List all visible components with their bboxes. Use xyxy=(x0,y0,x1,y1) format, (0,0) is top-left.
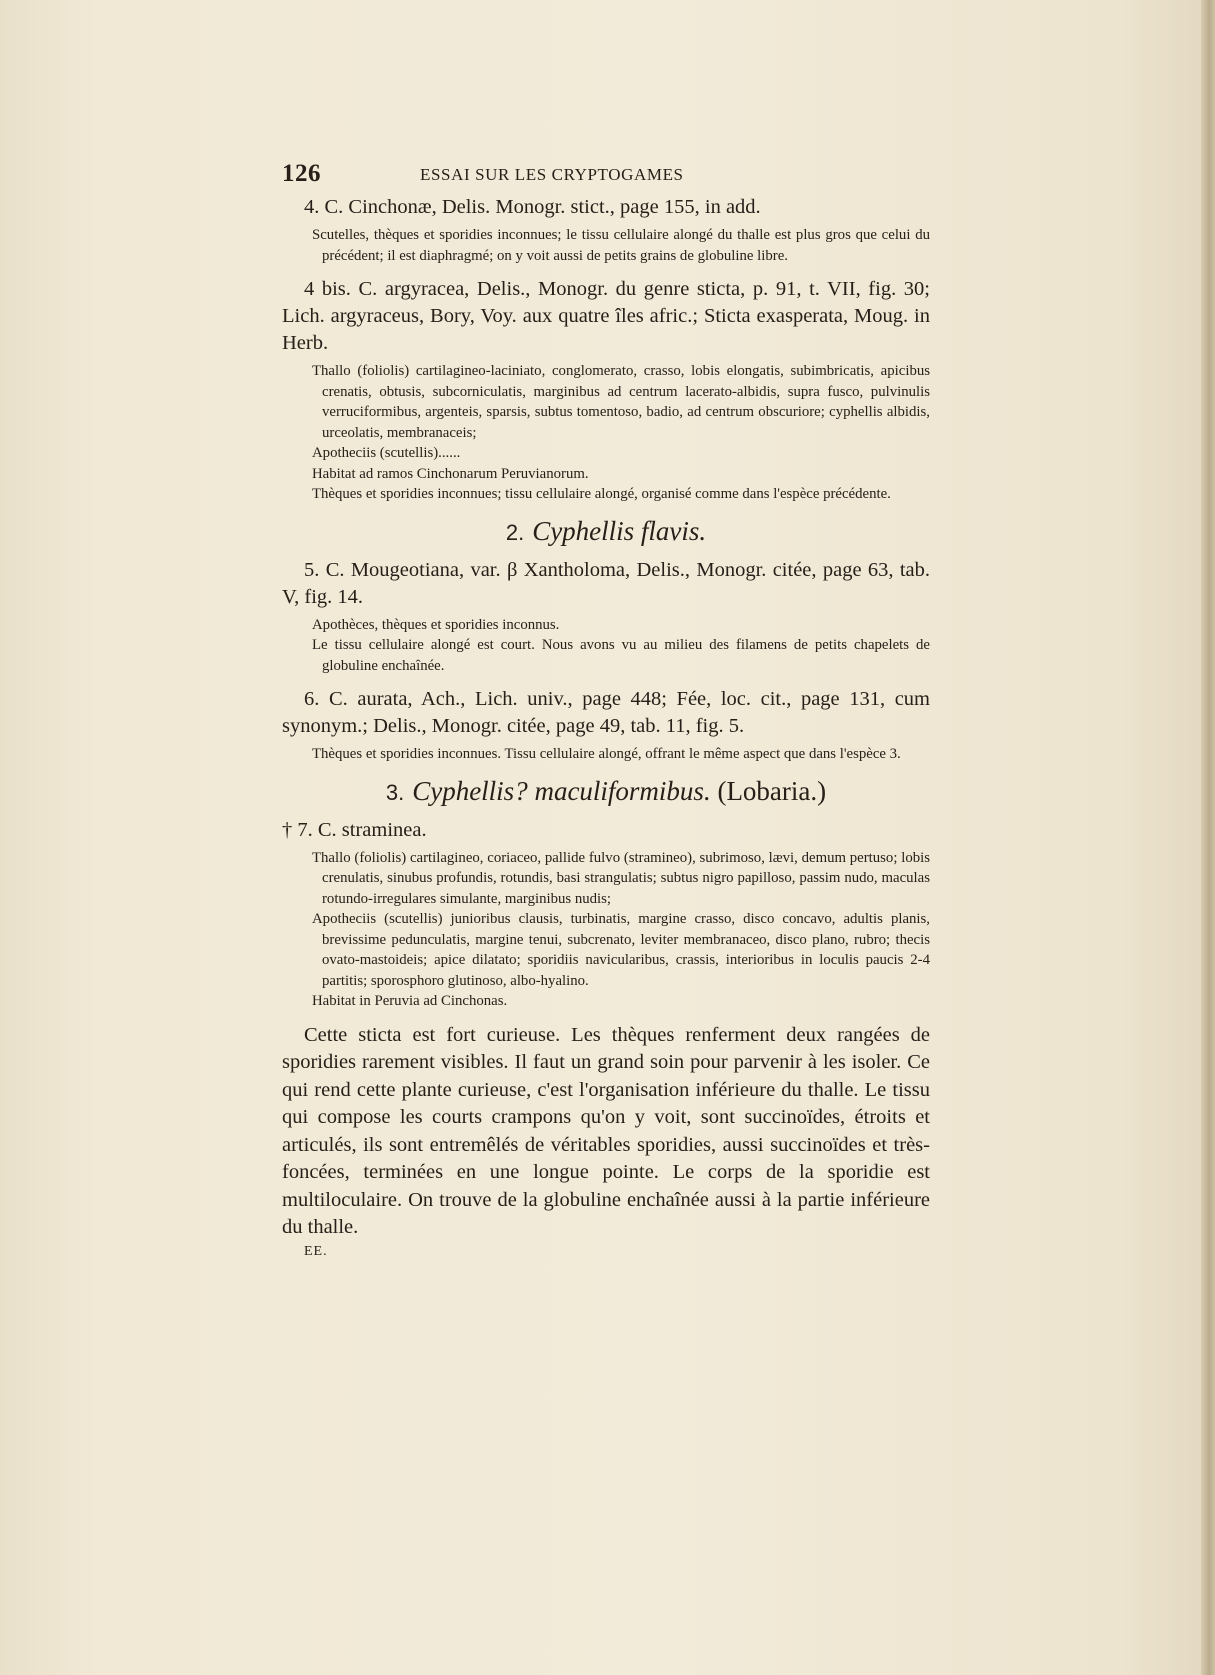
entry-6-head: 6. C. aurata, Ach., Lich. univ., page 448; Fée, loc. cit., page 131, cum synonym.; Delis., Monogr. citée, page 49, tab. 11, fig. 5. xyxy=(282,688,930,737)
entry-5-description xyxy=(312,615,930,677)
page-edge xyxy=(1201,0,1215,1675)
section-3-group: (Lobaria.) xyxy=(717,775,827,806)
section-2-number: 2. xyxy=(505,519,525,545)
entry-4bis-apothecia: Apotheciis (scutellis)...... xyxy=(312,445,461,461)
entry-5-desc-line: Apothèces, thèques et sporidies inconnus. xyxy=(312,616,560,633)
entry-7-habitat: Habitat in Peruvia ad Cinchonas. xyxy=(312,993,508,1009)
author-signature: EE. xyxy=(304,1243,328,1259)
running-title: ESSAI SUR LES CRYPTOGAMES xyxy=(420,165,684,184)
section-3-title xyxy=(282,775,930,809)
entry-4-description xyxy=(312,225,930,266)
section-2-title xyxy=(282,515,930,549)
commentary-paragraph: Cette sticta est fort curieuse. Les thèques renferment deux rangées de sporidies rarement visibles. Il faut un grand soin pour parvenir à les isoler. Ce qui rend cette plante curieuse, c'est l'organisation inférieure du thalle. Le tissu qui compose les courts crampons qu'on y voit, sont succinoïdes, étroits et articulés, ils sont entremêlés de véritables sporidies, aussi succinoïdes et très-foncées, terminées en une longue pointe. Le corps de la sporidie est multiloculaire. On trouve de la globuline enchaînée aussi à la partie inférieure du thalle. xyxy=(282,1023,930,1238)
entry-5-head: 5. C. Mougeotiana, var. β Xantholoma, Delis., Monogr. citée, page 63, tab. V, fig. 14. xyxy=(282,558,930,608)
entry-4bis-description xyxy=(312,361,930,505)
entry-4bis-habitat: Habitat ad ramos Cinchonarum Peruvianorum. xyxy=(312,465,589,482)
entry-4bis-head: 4 bis. C. argyracea, Delis., Monogr. du genre sticta, p. 91, t. VII, fig. 30; Lich. argyraceus, Bory, Voy. aux quatre îles afric.; Sticta exasperata, Moug. in Herb. xyxy=(282,278,930,354)
entry-4-desc-line: Scutelles, thèques et sporidies inconnues; le tissu cellulaire alongé du thalle est plus gros que celui du précédent; il est diaphragmé; on y voit aussi de petits grains de globuline libre. xyxy=(312,227,930,264)
entry-6-description xyxy=(312,744,930,765)
section-2-name: Cyphellis flavis. xyxy=(532,515,707,546)
entry-5-desc-line: Le tissu cellulaire alongé est court. Nous avons vu au milieu des filamens de petits chapelets de globuline enchaînée. xyxy=(312,637,930,674)
entry-6-desc-line: Thèques et sporidies inconnues. Tissu cellulaire alongé, offrant le même aspect que dans l'espèce 3. xyxy=(312,746,901,762)
section-3-number: 3. xyxy=(385,779,405,805)
page-number: 126 xyxy=(282,160,321,187)
entry-4bis-diagnosis: Thallo (foliolis) cartilagineo-laciniato, conglomerato, crasso, lobis elongatis, subimbricatis, apicibus crenatis, obtusis, subcorniculatis, marginibus ad centrum lacerato-albidis, supra fusco, pulvinulis verruciformibus, argenteis, sparsis, subtus tomentoso, badio, ad centrum obscuriore; cyphellis albidis, urceolatis, membranaceis; xyxy=(312,363,930,441)
entry-7-thallus: Thallo (foliolis) cartilagineo, coriaceo, pallide fulvo (stramineo), subrimoso, lævi, demum pertuso; lobis crenulatis, sinubus profundis, rotundis, basi strangulatis; subtus nigro papilloso, passim nudo, maculas rotundo-irregulares simulante, marginibus nudis; xyxy=(312,849,930,907)
entry-7-description xyxy=(312,848,930,1012)
running-head xyxy=(282,160,930,186)
entry-4bis-note: Thèques et sporidies inconnues; tissu cellulaire alongé, organisé comme dans l'espèce précédente. xyxy=(312,486,891,502)
entry-4-head: 4. C. Cinchonæ, Delis. Monogr. stict., page 155, in add. xyxy=(304,196,761,218)
entry-7-head: † 7. C. straminea. xyxy=(282,818,427,841)
section-3-name: Cyphellis? maculiformibus. xyxy=(412,775,711,806)
entry-7-apothecia: Apotheciis (scutellis) junioribus clausis, turbinatis, margine crasso, disco concavo, adultis planis, brevissime pedunculatis, margine tenui, subcrenato, leviter membranaceo, disco plano, rubro; thecis ovato-mastoideis; apice dilatato; sporidiis navicularibus, crassis, interioribus in loculis paucis 2-4 partitis; sporosphoro glutinoso, albo-hyalino. xyxy=(312,911,930,989)
page-content xyxy=(282,160,930,1260)
